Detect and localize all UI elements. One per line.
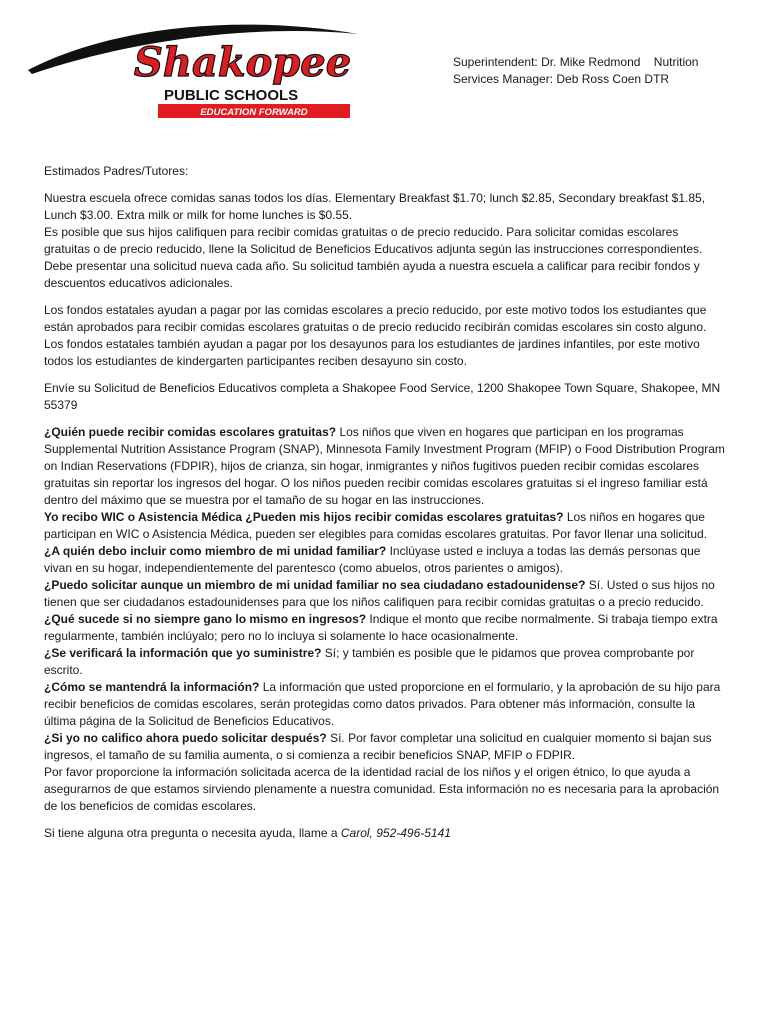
letter-body — [44, 163, 726, 842]
faq-item — [44, 424, 726, 509]
faq-answer: Sí. Por favor completar una solicitud en cualquier momento si bajan sus ingresos, el tamaño de su familia aumenta, o si comienza a recibir beneficios SNAP, MFIP o FDPIR. — [44, 731, 712, 762]
faq-question: ¿Quién puede recibir comidas escolares gratuitas? — [44, 425, 337, 439]
faq-question: Yo recibo WIC o Asistencia Médica ¿Pueden mis hijos recibir comidas escolares gratuitas? — [44, 510, 564, 524]
ethnicity-note: Por favor proporcione la información solicitada acerca de la identidad racial de los niños y el origen étnico, lo que ayuda a asegurarnos de que estamos sirviendo plenamente a nuestra comunidad. Esta información no es necesaria para la aprobación de los beneficios de comidas escolares. — [44, 765, 720, 813]
faq-item — [44, 645, 726, 679]
logo-tagline: EDUCATION FORWARD — [200, 107, 308, 118]
shakopee-logo — [22, 18, 362, 130]
faq-item — [44, 611, 726, 645]
faq-question: ¿A quién debo incluir como miembro de mi unidad familiar? — [44, 544, 387, 558]
faq-item — [44, 577, 726, 611]
faq-question: ¿Se verificará la información que yo suministre? — [44, 646, 322, 660]
paragraph-eligibility: Es posible que sus hijos califiquen para recibir comidas gratuitas o de precio reducido. Para solicitar comidas escolares gratuitas o de precio reducido, llene la Solicitud de Beneficios Educativos adjunta según las instrucciones correspondientes. Debe presentar una solicitud nueva cada año. Su solicitud también ayuda a nuestra escuela a calificar para recibir fondos y descuentos educativos adicionales. — [44, 225, 703, 290]
faq-question: ¿Cómo se mantendrá la información? — [44, 680, 260, 694]
faq-answer: La información que usted proporcione en el formulario, y la aprobación de su hijo para recibir beneficios de comidas escolares, serán protegidas como datos privados. Para obtener más información, consulte la última página de la Solicitud de Beneficios Educativos. — [44, 680, 721, 728]
closing-line — [44, 825, 726, 842]
faq-answer: Los niños en hogares que participan en WIC o Asistencia Médica, pueden ser elegibles para comidas escolares gratuitas. Por favor llenar una solicitud. — [44, 510, 708, 541]
faq-item — [44, 509, 726, 543]
paragraph-submit-address: Envíe su Solicitud de Beneficios Educativos completa a Shakopee Food Service, 1200 Shakopee Town Square, Shakopee, MN 55379 — [44, 381, 721, 412]
logo-subtitle: PUBLIC SCHOOLS — [164, 87, 299, 104]
faq-item — [44, 730, 726, 764]
faq-section — [44, 424, 726, 815]
faq-answer: Inclúyase usted e incluya a todas las demás personas que vivan en su hogar, independientemente del parentesco (como abuelos, otros parientes o amigos). — [44, 544, 701, 575]
header-line-2: Services Manager: Deb Ross Coen DTR — [453, 72, 670, 86]
header-line-1: Superintendent: Dr. Mike Redmond Nutrition — [453, 55, 699, 69]
faq-item — [44, 543, 726, 577]
paragraph-state-funds: Los fondos estatales ayudan a pagar por las comidas escolares a precio reducido, por este motivo todos los estudiantes que están aprobados para recibir comidas escolares gratuitas o de precio reducido recibirán comidas escolares sin costo alguno. Los fondos estatales también ayudan a pagar por los desayunos para los estudiantes de jardines infantiles, por este motivo todos los estudiantes de kindergarten participantes reciben desayuno sin costo. — [44, 303, 707, 368]
closing-text: Si tiene alguna otra pregunta o necesita ayuda, llame a — [44, 826, 341, 840]
faq-question: ¿Si yo no califico ahora puedo solicitar después? — [44, 731, 327, 745]
logo-graphic — [22, 18, 362, 130]
faq-question: ¿Puedo solicitar aunque un miembro de mi unidad familiar no sea ciudadano estadounidense? — [44, 578, 586, 592]
contact-info: Carol, 952-496-5141 — [340, 826, 451, 840]
faq-answer: Sí; y también es posible que le pidamos que provea comprobante por escrito. — [44, 646, 695, 677]
faq-item — [44, 679, 726, 730]
faq-answer: Los niños que viven en hogares que participan en los programas Supplemental Nutrition Assistance Program (SNAP), Minnesota Family Investment Program (MFIP) o Food Distribution Program on Indian Reservations (FDPIR), hijos de crianza, sin hogar, inmigrantes y niños fugitivos pueden recibir comidas escolares gratuitas sin reportar los ingresos del hogar. O los niños pueden recibir comidas escolares gratuitas si el ingreso familiar está dentro del máximo que se muestra por el tamaño de su hogar en las instrucciones. — [44, 425, 725, 507]
faq-answer: Sí. Usted o sus hijos no tienen que ser ciudadanos estadounidenses para que los niños califiquen para recibir comidas gratuitas o a precio reducido. — [44, 578, 715, 609]
logo-wordmark: Shakopee — [134, 39, 352, 86]
greeting: Estimados Padres/Tutores: — [44, 164, 189, 178]
paragraph-prices: Nuestra escuela ofrece comidas sanas todos los días. Elementary Breakfast $1.70; lunch $2.85, Secondary breakfast $1.85, Lunch $3.00. Extra milk or milk for home lunches is $0.55. — [44, 191, 706, 222]
header-info — [453, 54, 753, 88]
faq-question: ¿Qué sucede si no siempre gano lo mismo en ingresos? — [44, 612, 367, 626]
faq-answer: Indique el monto que recibe normalmente. Si trabaja tiempo extra regularmente, también inclúyalo; pero no lo incluya si solamente lo hace ocasionalmente. — [44, 612, 718, 643]
